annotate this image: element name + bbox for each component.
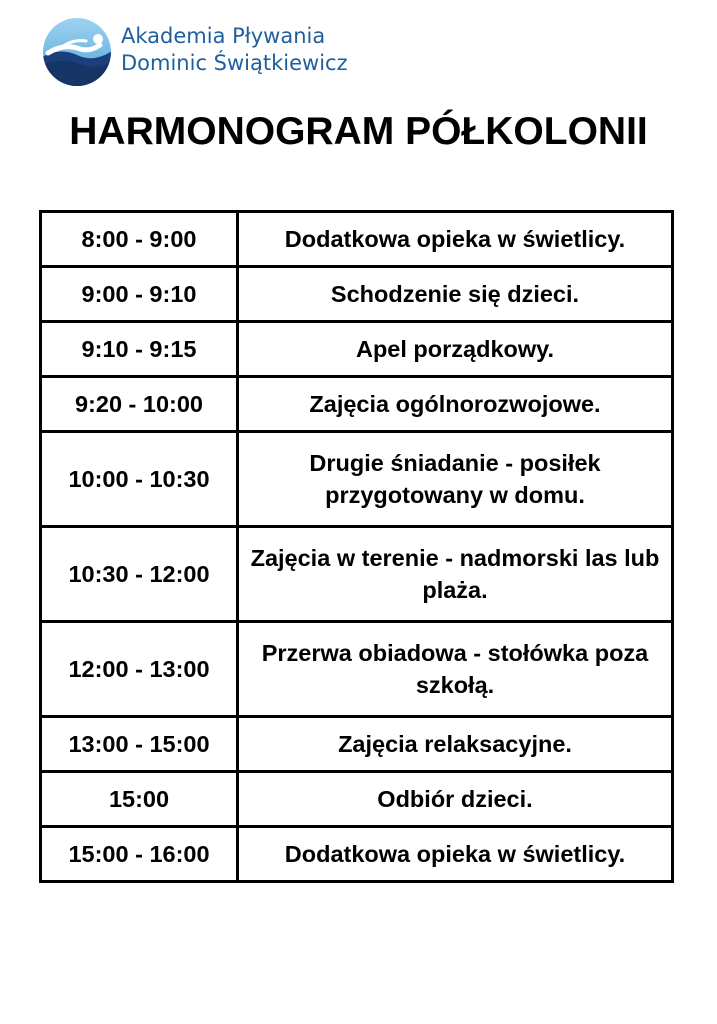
table-row [41,717,673,772]
table-row [41,622,673,717]
activity-cell: Dodatkowa opieka w świetlicy. [238,212,673,267]
time-cell: 8:00 - 9:00 [41,212,238,267]
time-cell: 12:00 - 13:00 [41,622,238,717]
time-cell: 15:00 [41,772,238,827]
activity-cell: Apel porządkowy. [238,322,673,377]
activity-cell: Drugie śniadanie - posiłek przygotowany w domu. [238,432,673,527]
swimmer-logo-icon [42,17,112,87]
brand-line-1: Akademia Pływania [121,24,326,48]
header [42,17,402,87]
table-row [41,827,673,882]
time-cell: 15:00 - 16:00 [41,827,238,882]
brand-name [121,23,348,77]
activity-cell: Zajęcia ogólnorozwojowe. [238,377,673,432]
activity-cell: Odbiór dzieci. [238,772,673,827]
time-cell: 9:10 - 9:15 [41,322,238,377]
schedule-table [39,210,674,883]
activity-cell: Przerwa obiadowa - stołówka poza szkołą. [238,622,673,717]
table-row [41,322,673,377]
activity-cell: Zajęcia w terenie - nadmorski las lub plaża. [238,527,673,622]
page-title: HARMONOGRAM PÓŁKOLONII [69,110,648,153]
time-cell: 10:00 - 10:30 [41,432,238,527]
table-row [41,527,673,622]
time-cell: 13:00 - 15:00 [41,717,238,772]
activity-cell: Dodatkowa opieka w świetlicy. [238,827,673,882]
table-row [41,267,673,322]
activity-cell: Zajęcia relaksacyjne. [238,717,673,772]
activity-cell: Schodzenie się dzieci. [238,267,673,322]
time-cell: 9:00 - 9:10 [41,267,238,322]
time-cell: 9:20 - 10:00 [41,377,238,432]
brand-line-2: Dominic Świątkiewicz [121,51,348,75]
table-row [41,212,673,267]
table-row [41,377,673,432]
table-row [41,772,673,827]
time-cell: 10:30 - 12:00 [41,527,238,622]
table-row [41,432,673,527]
